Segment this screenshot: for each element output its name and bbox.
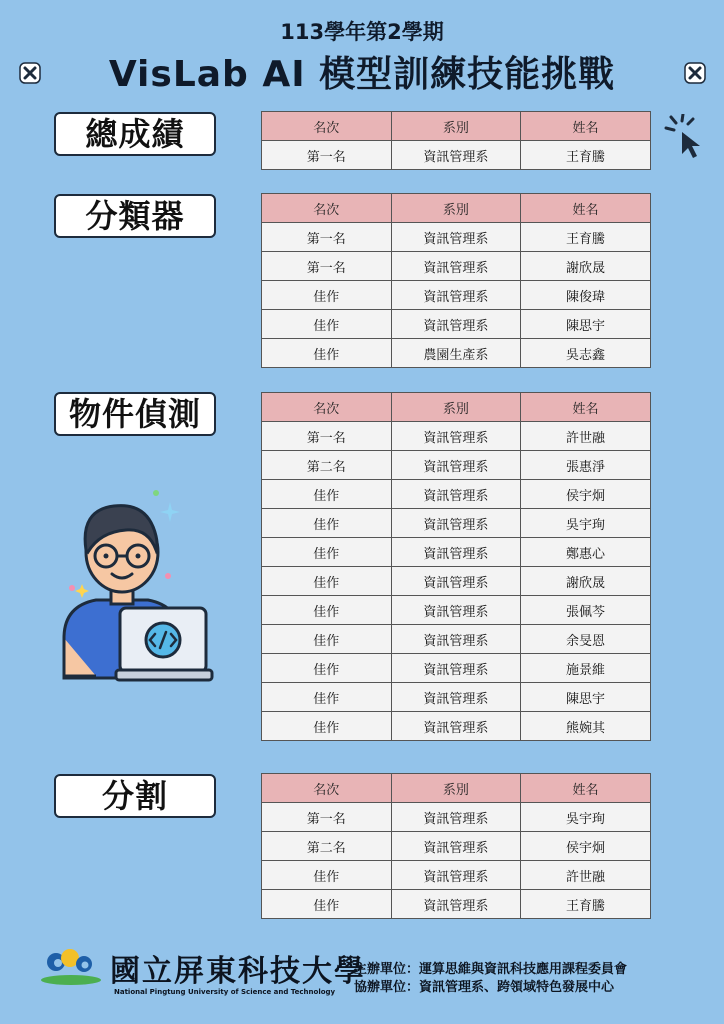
co-organizer-text: 協辦單位：資訊管理系、跨領域特色發展中心 <box>354 980 615 995</box>
table-row <box>262 141 651 170</box>
table-header-row <box>262 393 651 422</box>
department-cell: 資訊管理系 <box>391 625 521 654</box>
name-cell: 王育騰 <box>521 223 651 252</box>
name-cell: 陳思宇 <box>521 310 651 339</box>
table-row <box>262 509 651 538</box>
results-table-segmentation <box>261 773 651 919</box>
department-cell: 農園生產系 <box>391 339 521 368</box>
department-cell: 資訊管理系 <box>391 654 521 683</box>
rank-cell: 第二名 <box>262 832 392 861</box>
rank-cell: 佳作 <box>262 712 392 741</box>
name-header: 姓名 <box>521 774 651 803</box>
name-cell: 王育騰 <box>521 141 651 170</box>
rank-header: 名次 <box>262 112 392 141</box>
rank-cell: 佳作 <box>262 683 392 712</box>
name-cell: 吳志鑫 <box>521 339 651 368</box>
table-header-row <box>262 194 651 223</box>
department-cell: 資訊管理系 <box>391 683 521 712</box>
rank-cell: 佳作 <box>262 339 392 368</box>
table-header-row <box>262 112 651 141</box>
table-row <box>262 712 651 741</box>
rank-header: 名次 <box>262 194 392 223</box>
name-cell: 謝欣晟 <box>521 567 651 596</box>
department-cell: 資訊管理系 <box>391 141 521 170</box>
rank-cell: 佳作 <box>262 509 392 538</box>
table-row <box>262 596 651 625</box>
rank-cell: 佳作 <box>262 625 392 654</box>
page-title: VisLab AI 模型訓練技能挑戰 <box>108 54 616 95</box>
department-cell: 資訊管理系 <box>391 861 521 890</box>
department-cell: 資訊管理系 <box>391 596 521 625</box>
rank-cell: 佳作 <box>262 310 392 339</box>
rank-cell: 佳作 <box>262 861 392 890</box>
table-row <box>262 223 651 252</box>
table-row <box>262 451 651 480</box>
department-cell: 資訊管理系 <box>391 890 521 919</box>
table-row <box>262 480 651 509</box>
name-cell: 吳宇珣 <box>521 803 651 832</box>
programmer-avatar-icon <box>56 488 226 688</box>
rank-cell: 佳作 <box>262 567 392 596</box>
name-cell: 許世融 <box>521 861 651 890</box>
table-row <box>262 538 651 567</box>
header-subtitle: 113學年第2學期 <box>280 20 444 44</box>
name-cell: 侯宇炯 <box>521 832 651 861</box>
cursor-click-icon <box>662 114 710 160</box>
name-cell: 余旻恩 <box>521 625 651 654</box>
section-label-detection: 物件偵測 <box>54 392 216 436</box>
department-cell: 資訊管理系 <box>391 310 521 339</box>
university-name-cn: 國立屏東科技大學 <box>110 954 366 989</box>
name-cell: 陳思宇 <box>521 683 651 712</box>
name-header: 姓名 <box>521 112 651 141</box>
rank-cell: 佳作 <box>262 538 392 567</box>
table-row <box>262 625 651 654</box>
university-name-en: National Pingtung University of Science and Technology <box>114 988 336 996</box>
section-label-total: 總成績 <box>54 112 216 156</box>
department-header: 系別 <box>391 393 521 422</box>
department-cell: 資訊管理系 <box>391 538 521 567</box>
name-header: 姓名 <box>521 194 651 223</box>
name-cell: 陳俊瑋 <box>521 281 651 310</box>
section-label-segmentation: 分割 <box>54 774 216 818</box>
department-cell: 資訊管理系 <box>391 712 521 741</box>
rank-cell: 佳作 <box>262 890 392 919</box>
table-row <box>262 422 651 451</box>
name-header: 姓名 <box>521 393 651 422</box>
rank-cell: 佳作 <box>262 281 392 310</box>
department-cell: 資訊管理系 <box>391 832 521 861</box>
name-cell: 張佩芩 <box>521 596 651 625</box>
name-cell: 鄭惠心 <box>521 538 651 567</box>
table-row <box>262 339 651 368</box>
name-cell: 張惠淨 <box>521 451 651 480</box>
name-cell: 施景維 <box>521 654 651 683</box>
department-header: 系別 <box>391 194 521 223</box>
rank-cell: 第一名 <box>262 422 392 451</box>
results-table-classifier <box>261 193 651 368</box>
section-label-classifier: 分類器 <box>54 194 216 238</box>
rank-cell: 佳作 <box>262 480 392 509</box>
table-row <box>262 832 651 861</box>
department-cell: 資訊管理系 <box>391 223 521 252</box>
name-cell: 謝欣晟 <box>521 252 651 281</box>
table-row <box>262 803 651 832</box>
department-cell: 資訊管理系 <box>391 803 521 832</box>
rank-cell: 第一名 <box>262 223 392 252</box>
table-row <box>262 310 651 339</box>
name-cell: 熊婉其 <box>521 712 651 741</box>
department-cell: 資訊管理系 <box>391 422 521 451</box>
department-cell: 資訊管理系 <box>391 509 521 538</box>
university-logo-icon <box>38 946 104 986</box>
department-cell: 資訊管理系 <box>391 451 521 480</box>
table-row <box>262 683 651 712</box>
department-cell: 資訊管理系 <box>391 567 521 596</box>
rank-header: 名次 <box>262 393 392 422</box>
table-row <box>262 861 651 890</box>
table-header-row <box>262 774 651 803</box>
name-cell: 許世融 <box>521 422 651 451</box>
organizer-text: 主辦單位：運算思維與資訊科技應用課程委員會 <box>354 962 628 977</box>
rank-header: 名次 <box>262 774 392 803</box>
name-cell: 侯宇炯 <box>521 480 651 509</box>
department-header: 系別 <box>391 774 521 803</box>
results-table-detection <box>261 392 651 741</box>
rank-cell: 第一名 <box>262 141 392 170</box>
department-cell: 資訊管理系 <box>391 480 521 509</box>
results-table-total <box>261 111 651 170</box>
table-row <box>262 654 651 683</box>
name-cell: 王育騰 <box>521 890 651 919</box>
close-x-icon <box>19 62 41 84</box>
rank-cell: 第一名 <box>262 803 392 832</box>
department-cell: 資訊管理系 <box>391 281 521 310</box>
rank-cell: 第一名 <box>262 252 392 281</box>
department-cell: 資訊管理系 <box>391 252 521 281</box>
rank-cell: 佳作 <box>262 654 392 683</box>
rank-cell: 第二名 <box>262 451 392 480</box>
table-row <box>262 890 651 919</box>
table-row <box>262 281 651 310</box>
close-x-icon <box>684 62 706 84</box>
rank-cell: 佳作 <box>262 596 392 625</box>
table-row <box>262 252 651 281</box>
name-cell: 吳宇珣 <box>521 509 651 538</box>
department-header: 系別 <box>391 112 521 141</box>
table-row <box>262 567 651 596</box>
